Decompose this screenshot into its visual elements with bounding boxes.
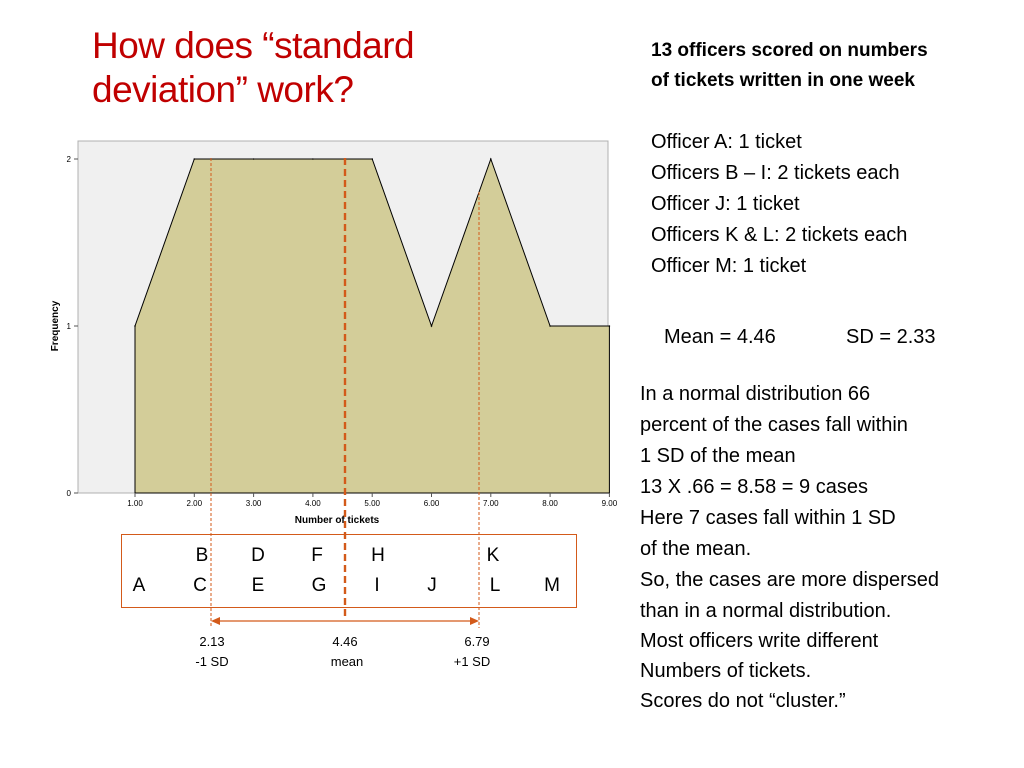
arrow-head-left bbox=[211, 617, 220, 625]
letter-bottom: M bbox=[544, 575, 560, 596]
info-heading-1: 13 officers scored on numbers bbox=[651, 40, 928, 61]
x-axis-label: Number of tickets bbox=[294, 515, 380, 526]
info-heading-2: of tickets written in one week bbox=[651, 70, 915, 91]
data-point bbox=[371, 158, 373, 160]
x-tick-label: 8.00 bbox=[542, 499, 558, 508]
explanation-line: of the mean. bbox=[640, 538, 752, 560]
y-tick-label: 0 bbox=[66, 489, 71, 498]
mean-label: mean bbox=[330, 654, 364, 669]
sd-text: SD = 2.33 bbox=[846, 326, 936, 348]
explanation-line: In a normal distribution 66 bbox=[640, 383, 871, 405]
letter-top: F bbox=[311, 545, 323, 566]
explanation-line: 13 X .66 = 8.58 = 9 cases bbox=[640, 476, 868, 498]
explanation-line: Most officers write different bbox=[640, 630, 879, 652]
x-tick-label: 9.00 bbox=[601, 499, 618, 508]
y-tick-label: 2 bbox=[66, 155, 71, 164]
letter-bottom: I bbox=[374, 575, 380, 596]
x-tick-label: 5.00 bbox=[364, 499, 380, 508]
x-tick-label: 2.00 bbox=[186, 499, 203, 508]
letter-top: D bbox=[251, 545, 265, 566]
y-axis-label: Frequency bbox=[50, 300, 61, 352]
explanation-line: percent of the cases fall within bbox=[640, 414, 908, 436]
letter-top: H bbox=[371, 545, 385, 566]
letter-top: K bbox=[486, 545, 500, 566]
title-line-1: How does “standard bbox=[92, 25, 415, 66]
explanation-line: Here 7 cases fall within 1 SD bbox=[640, 507, 896, 529]
x-tick-label: 1.00 bbox=[127, 499, 143, 508]
letter-bottom: G bbox=[311, 575, 327, 596]
info-line: Officer J: 1 ticket bbox=[651, 193, 800, 215]
explanation-line: than in a normal distribution. bbox=[640, 600, 892, 622]
title-line-2: deviation” work? bbox=[92, 69, 354, 110]
letter-bottom: J bbox=[427, 575, 437, 596]
letter-bottom: A bbox=[132, 575, 146, 596]
data-point bbox=[431, 325, 433, 327]
explanation-line: So, the cases are more dispersed bbox=[640, 569, 940, 591]
x-tick-label: 6.00 bbox=[423, 499, 440, 508]
minus-sd-label: -1 SD bbox=[195, 654, 229, 669]
info-line: Officer M: 1 ticket bbox=[651, 255, 807, 277]
data-point bbox=[312, 158, 314, 160]
plus-sd-value: 6.79 bbox=[464, 634, 490, 649]
letter-bottom: L bbox=[489, 575, 501, 596]
x-tick-label: 4.00 bbox=[305, 499, 321, 508]
explanation-line: 1 SD of the mean bbox=[640, 445, 796, 467]
data-point bbox=[490, 158, 492, 160]
info-line: Officers B – I: 2 tickets each bbox=[651, 162, 900, 184]
x-tick-label: 7.00 bbox=[483, 499, 499, 508]
mean-value: 4.46 bbox=[332, 634, 358, 649]
arrow-head-right bbox=[470, 617, 479, 625]
explanation-line: Numbers of tickets. bbox=[640, 660, 812, 682]
explanation-line: Scores do not “cluster.” bbox=[640, 690, 846, 712]
x-tick-label: 3.00 bbox=[245, 499, 262, 508]
data-point bbox=[253, 158, 255, 160]
plus-sd-label: +1 SD bbox=[453, 654, 491, 669]
info-line: Officers K & L: 2 tickets each bbox=[651, 224, 908, 246]
y-tick-label: 1 bbox=[66, 322, 71, 331]
data-point bbox=[194, 158, 196, 160]
mean-text: Mean = 4.46 bbox=[664, 326, 776, 348]
data-point bbox=[549, 325, 551, 327]
info-line: Officer A: 1 ticket bbox=[651, 131, 802, 153]
data-point bbox=[134, 325, 136, 327]
letter-bottom: E bbox=[251, 575, 265, 596]
letter-top: B bbox=[195, 545, 209, 566]
minus-sd-value: 2.13 bbox=[199, 634, 225, 649]
letter-bottom: C bbox=[193, 575, 207, 596]
data-point bbox=[609, 325, 611, 327]
